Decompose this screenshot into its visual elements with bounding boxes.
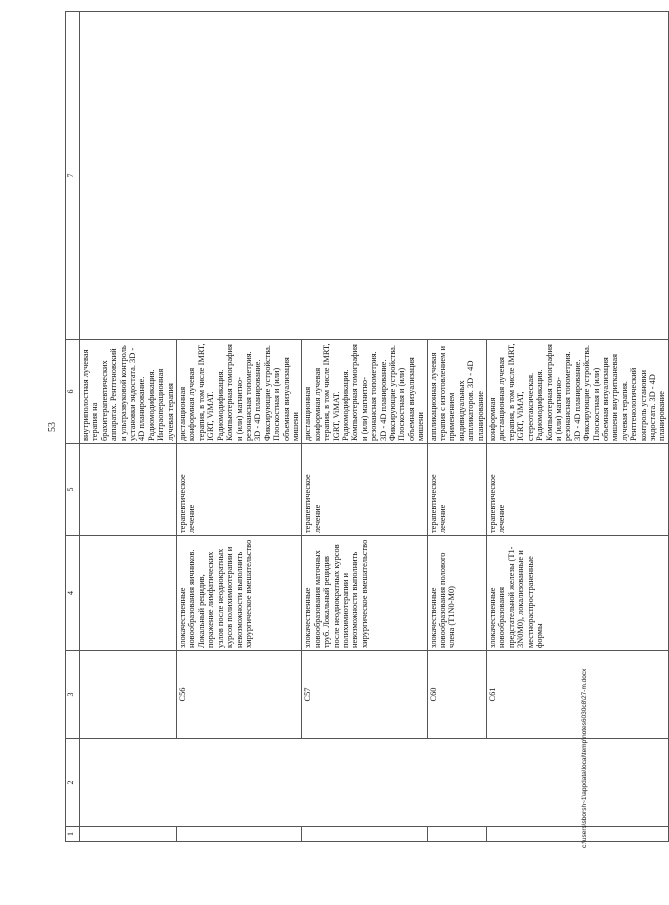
treatment-cell: терапевтическое лечение <box>487 444 669 536</box>
empty-cell <box>80 739 669 827</box>
empty-cell <box>487 827 669 842</box>
column-number: 7 <box>66 12 80 340</box>
diagnosis-cell: злокачественные новообразования предстательной железы (T1-3N0M0), локализованные и местнораспространенные формы <box>487 536 669 651</box>
treatment-cell: терапевтическое лечение <box>427 444 486 536</box>
method-cell: конформная дистанционная лучевая терапия, в том числе IMRT, IGRT, ViMAT, стереотаксическая. Радиомодификация. Компьютерная томография и (или) магнитно-резонансная топометрия. 3D - 4D планирование. Фиксирующие устройства. Плоскостная и (или) объемная визуализация мишени внутритканевая лучевая терапия. Рентгенологический контроль установки эндостата. 3D - 4D планирование <box>487 340 669 444</box>
diagnosis-cell: злокачественные новообразования полового члена (T1N0-M0) <box>427 536 486 651</box>
empty-cell <box>427 827 486 842</box>
empty-cell <box>80 536 177 651</box>
method-cell: аппликационная лучевая терапия с изготовлением и применением индивидуальных аппликаторов. 3D - 4D планирование <box>427 340 486 444</box>
empty-cell <box>80 444 177 536</box>
column-number: 4 <box>66 536 80 651</box>
column-number: 6 <box>66 340 80 444</box>
empty-cell <box>177 827 302 842</box>
code-cell: C61 <box>487 651 669 739</box>
table-row <box>80 12 177 842</box>
empty-cell <box>80 827 177 842</box>
file-path-footer: c:\users\sborsh~1\appdata\local\temp\notes6030c8\27-m.docx <box>581 668 588 848</box>
column-number: 2 <box>66 739 80 827</box>
method-cell: внутриполостная лучевая терапия на брахитерапевтических аппаратах. Рентгеновский и ультразвуковой контроль установки эндостата. 3D - 4D планирование. Радиомодификация. Интраоперационная лучевая терапия <box>80 340 177 444</box>
code-cell: C56 <box>177 651 302 739</box>
code-cell: C60 <box>427 651 486 739</box>
procedures-table <box>65 11 669 842</box>
code-cell: C57 <box>302 651 427 739</box>
empty-cell <box>80 12 669 340</box>
rotated-page <box>47 12 667 848</box>
treatment-cell: терапевтическое лечение <box>177 444 302 536</box>
column-number: 3 <box>66 651 80 739</box>
empty-cell <box>80 651 177 739</box>
page-number: 53 <box>47 422 58 432</box>
treatment-cell: терапевтическое лечение <box>302 444 427 536</box>
column-number: 1 <box>66 827 80 842</box>
empty-cell <box>302 827 427 842</box>
diagnosis-cell: злокачественные новообразования маточных труб. Локальный рецидив после неоднократных курсов полихимиотерапии и невозможности выполнить хирургическое вмешательство <box>302 536 427 651</box>
column-number: 5 <box>66 444 80 536</box>
method-cell: дистанционная конформная лучевая терапия, в том числе IMRT, IGRT, ViMAT. Радиомодификация. Компьютерная томография и (или) магнитно-резонансная топометрия. 3D - 4D планирование. Фиксирующие устройства. Плоскостная и (или) объемная визуализация мишени <box>302 340 427 444</box>
column-number-row <box>66 12 80 842</box>
method-cell: дистанционная конформная лучевая терапия, в том числе IMRT, IGRT, ViMAT. Радиомодификация. Компьютерная томография и (или) магнитно-резонансная топометрия. 3D - 4D планирование. Фиксирующие устройства. Плоскостная и (или) объемная визуализация мишени <box>177 340 302 444</box>
diagnosis-cell: злокачественные новообразования яичников. Локальный рецидив, поражение лимфатических узлов после неоднократных курсов полихимиотерапии и невозможности выполнить хирургическое вмешательство <box>177 536 302 651</box>
